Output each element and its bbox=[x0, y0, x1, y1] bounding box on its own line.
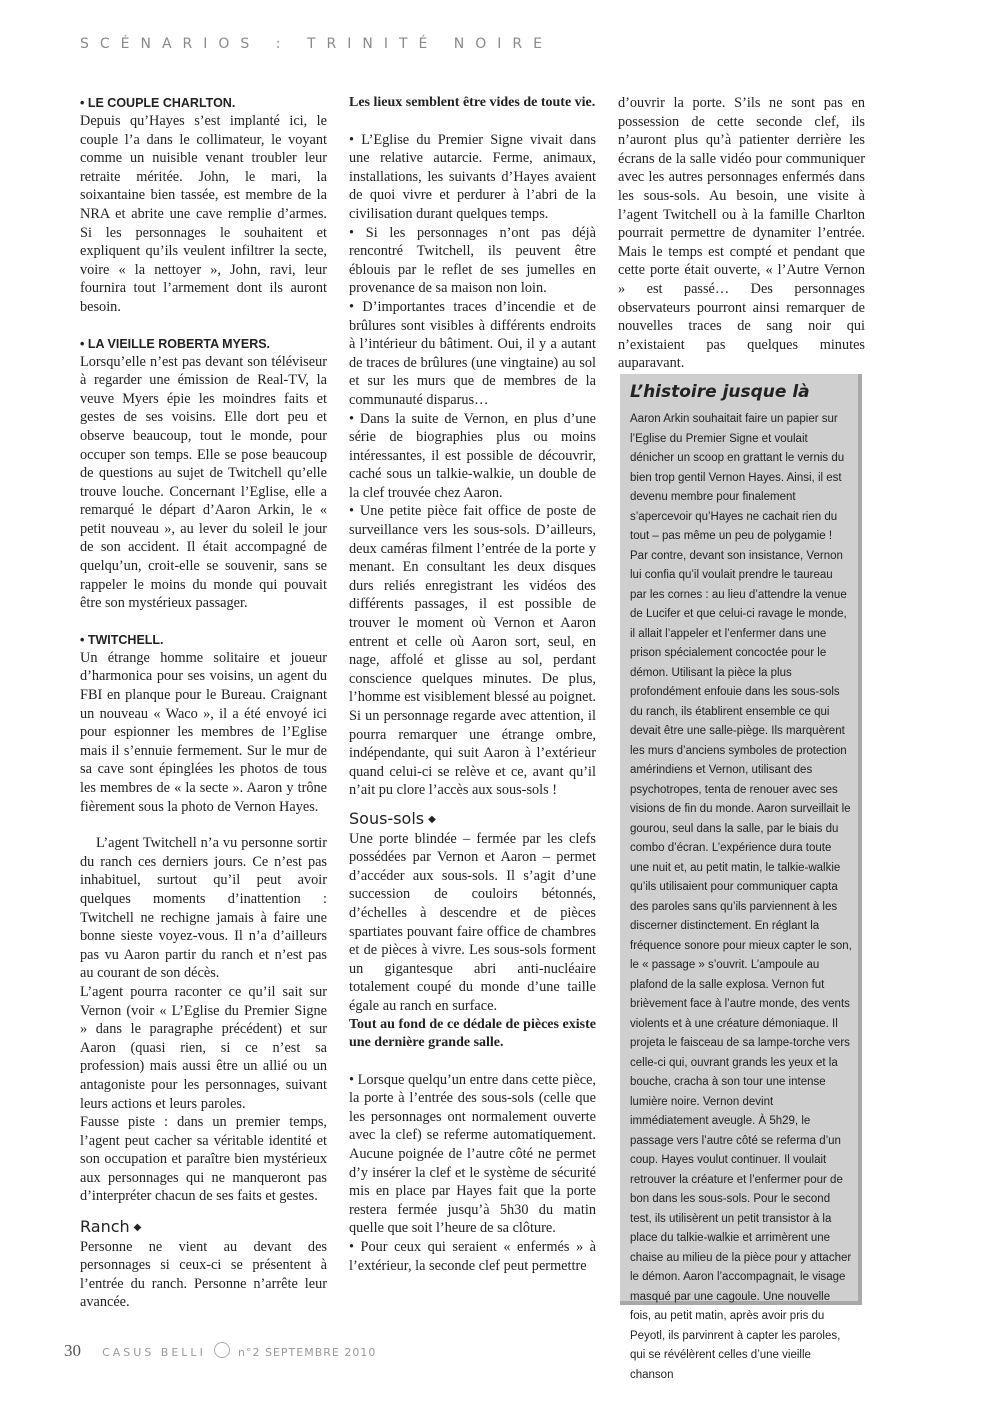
paragraph: L’agent Twitchell n’a vu personne sortir du ranch ces derniers jours. Ce n’est pas inhabituel, surtout qu’il peut avoir quelques moments d’inattention : Twitchell ne rechigne jamais à faire une bonne sieste voyez-vous. Il n’a d’ailleurs pas vu Aaron partir du ranch et n’est pas au courant de son décès. bbox=[80, 835, 327, 982]
issue-label: n°2 SEPTEMBRE 2010 bbox=[238, 1346, 377, 1359]
section-heading: • TWITCHELL. bbox=[80, 632, 164, 647]
sidebar-text: Aaron Arkin souhaitait faire un papier sur l’Eglise du Premier Signe et voulait dénicher un scoop en grattant le vernis du bien trop gentil Vernon Hayes. Ainsi, il est devenu membre pour finalement s’apercevoir qu’Hayes ne cachait rien du tout – pas même un peu de polygamie ! Par contre, devant son insistance, Vernon lui confia qu’il voulait prendre le taureau par les cornes : au lieu d’attendre la venue de Lucifer et que celui-ci ravage le monde, il allait l’appeler et l’enfermer dans une prison spécialement concoctée pour le démon. Utilisant la pièce la plus profondément enfouie dans les sous-sols du ranch, ils établirent ensemble ce qui devait être une salle-piège. Ils marquèrent les murs d’anciens symboles de protection amérindiens et Vernon, utilisant des psychotropes, tenta de renouer avec ses visions de fin du monde. Aaron surveillait le gourou, seul dans la salle, par le biais du combo d’écran. L’expérience dura toute une nuit et, au petit matin, le talkie-walkie qu’ils utilisaient pour communiquer capta des paroles sans qu’ils parviennent à les discerner distinctement. En réglant la fréquence sonore pour mieux capter le son, le « passage » s’ouvrit. L’ampoule au plafond de la salle explosa. Vernon fut brièvement face à l’autre monde, des vents violents et à une créature démoniaque. Il projeta le faisceau de sa lampe-torche vers celle-ci qui, ouvrant grands les yeux et la bouche, cracha à son tour une intense lumière noire. Vernon devint immédiatement aveugle. À 5h29, le passage vers l’autre côté se referma d’un coup. Hayes voulut continuer. Il voulait retrouver la créature et l’enfermer pour de bon dans les sous-sols. Pour le second test, ils utilisèrent un petit transistor à la place du talkie-walkie et arrimèrent une chaise au milieu de la pièce pour y attacher le démon. Aaron l’accompagnait, le visage masqué par une cagoule. Une nouvelle fois, au petit matin, après avoir pris du Peyotl, ils parvinrent à capter les paroles, qui se révélèrent celles d’une vieille chanson bbox=[630, 413, 852, 1381]
column-1 bbox=[80, 94, 327, 1312]
bullet-paragraph: • L’Eglise du Premier Signe vivait dans une relative autarcie. Ferme, animaux, installations, les suivants d’Hayes avaient de quoi vivre et perdurer à l’abri de la civilisation durant quelques temps. bbox=[349, 131, 596, 224]
paragraph: Fausse piste : dans un premier temps, l’agent peut cacher sa véritable identité et son occupation et paraître bien mystérieux aux personnages qui ne manqueront pas d’interpréter chacun de ses faits et gestes. bbox=[80, 1114, 327, 1205]
running-header: SCÉNARIOS : TRINITÉ NOIRE bbox=[80, 36, 553, 52]
sidebar-title: L’histoire jusque là bbox=[630, 382, 810, 402]
bullet-paragraph: • Dans la suite de Vernon, en plus d’une série de biographies plus ou moins intéressantes, il est possible de découvrir, caché sous un talkie-walkie, un double de la clef trouvée chez Aaron. bbox=[349, 410, 596, 503]
page-number: 30 bbox=[64, 1341, 81, 1360]
magazine-logo-icon bbox=[214, 1342, 230, 1358]
page-footer bbox=[64, 1341, 376, 1361]
paragraph: Lorsqu’elle n’est pas devant son téléviseur à regarder une émission de Real-TV, la veuve Myers épie les moindres faits et gestes de ses voisins. Elle dort peu et observe beaucoup, tout le monde, pour occuper son temps. Elle se pose beaucoup de questions au sujet de Twitchell qu’elle trouve louche. Concernant l’Eglise, elle a remarqué le départ d’Aaron Arkin, le « petit nouveau », au lever du soleil le jour de son accident. Il était accompagné de quelqu’un, croit-elle se souvenir, sans se rappeler le moins du monde qui pouvait être son mystérieux passager. bbox=[80, 353, 327, 612]
column-3 bbox=[618, 94, 865, 373]
section-title-text: Sous-sols bbox=[349, 808, 425, 828]
section-title-sous-sols bbox=[349, 810, 596, 830]
bullet-paragraph: • Lorsque quelqu’un entre dans cette pièce, la porte à l’entrée des sous-sols (celle que les personnages ont normalement ouverte avec la clef) se referme automatiquement. Aucune poignée de l’autre côté ne permet d’y insérer la clef et le système de sécurité mis en place par Hayes fait que la porte restera fermée jusqu’à 5h30 du matin quelle que soit l’heure de sa clôture. bbox=[349, 1071, 596, 1238]
paragraph: d’ouvrir la porte. S’ils ne sont pas en possession de cette seconde clef, ils n’auront plus qu’à patienter derrière les écrans de la salle vidéo pour communiquer avec les autres personnages enfermés dans les sous-sols. Au besoin, une visite à l’agent Twitchell ou à la famille Charlton pourrait permettre de dynamiter l’entrée. Mais le temps est compté et pendant que cette porte était ouverte, « l’Autre Vernon » est passé… Des personnages observateurs pourront ainsi remarquer de nouvelles traces de sang noir qui n’existaient pas quelques minutes auparavant. bbox=[618, 95, 865, 372]
paragraph: L’agent pourra raconter ce qu’il sait sur Vernon (voir « L’Eglise du Premier Signe » dans le paragraphe précédent) et sur Aaron (quasi rien, si ce n’est sa profession) mais aussi être un allié ou un antagoniste pour les personnages, suivant leurs actions et leurs paroles. bbox=[80, 983, 327, 1112]
section-title-ranch bbox=[80, 1218, 327, 1238]
bullet-paragraph: • Une petite pièce fait office de poste de surveillance vers les sous-sols. D’ailleurs, deux caméras filment l’entrée de la porte y menant. En consultant les deux disques durs reliés enregistrant les vidéos des différents passages, il est possible de trouver le moment où Vernon et Aaron entrent et celle où Aaron sort, seul, en nage, affolé et glisse au sol, perdant conscience quelques minutes. De plus, l’homme est visiblement blessé au poignet. Si un personnage regarde avec attention, il pourra remarquer une étrange ombre, indépendante, qui suit Aaron à l’extérieur quand celui-ci se relève et ce, avant qu’il n’ait pu clore l’accès aux sous-sols ! bbox=[349, 502, 596, 800]
column-2 bbox=[349, 94, 596, 1275]
bullet-paragraph: • Pour ceux qui seraient « enfermés » à l’extérieur, la seconde clef peut permettre bbox=[349, 1238, 596, 1275]
bullet-paragraph: • D’importantes traces d’incendie et de brûlures sont visibles à différents endroits à l’intérieur du bâtiment. Oui, il y a autant de traces de brûlures (une vingtaine) au sol et sur les murs que de membres de la communauté disparus… bbox=[349, 298, 596, 410]
magazine-name: CASUS BELLI bbox=[102, 1346, 206, 1359]
lead-sentence: Les lieux semblent être vides de toute vie. bbox=[349, 95, 596, 110]
section-heading: • LE COUPLE CHARLTON. bbox=[80, 96, 236, 110]
diamond-icon: ◆ bbox=[428, 813, 436, 825]
paragraph: Une porte blindée – fermée par les clefs possédées par Vernon et Aaron – permet d’accéder aux sous-sols. Il s’agit d’une succession de couloirs bétonnés, d’échelles à descendre et de pièces spartiates pouvant faire office de chambres et de pièces à vivre. Les sous-sols forment un gigantesque abri anti-nucléaire totalement coupé du monde d’une taille égale au ranch en surface. bbox=[349, 830, 596, 1014]
paragraph: Personne ne vient au devant des personnages si ceux-ci se présentent à l’entrée du ranch. Personne n’arrête leur avancée. bbox=[80, 1238, 327, 1311]
paragraph: Depuis qu’Hayes s’est implanté ici, le couple l’a dans le collimateur, le voyant comme un nuisible venant troubler leur retraite méritée. John, le mari, la soixantaine bien tassée, est membre de la NRA et abrite une cave remplie d’armes. Si les personnages le souhaitent et expliquent qu’ils veulent infiltrer la secte, voire « la nettoyer », John, ravi, leur fournira tout l’armement dont ils auront besoin. bbox=[80, 113, 327, 315]
diamond-icon: ◆ bbox=[133, 1222, 142, 1234]
section-title-text: Ranch bbox=[80, 1217, 130, 1237]
sidebar-box bbox=[620, 374, 862, 1381]
paragraph: Un étrange homme solitaire et joueur d’harmonica pour ses voisins, un agent du FBI en planque pour le Bureau. Craignant un nouveau « Waco », il a été envoyé ici pour espionner les membres de l’Eglise mais il s’ennuie fermement. Sur le mur de sa cave sont épinglées les photos de tous les membres de « la secte ». Aaron y trône fièrement sous la photo de Vernon Hayes. bbox=[80, 649, 327, 815]
lead-sentence: Tout au fond de ce dédale de pièces existe une dernière grande salle. bbox=[349, 1016, 596, 1051]
section-heading: • LA VIEILLE ROBERTA MYERS. bbox=[80, 336, 271, 351]
bullet-paragraph: • Si les personnages n’ont pas déjà rencontré Twitchell, ils peuvent être éblouis par le reflet de ses jumelles en provenance de sa maison non loin. bbox=[349, 224, 596, 298]
